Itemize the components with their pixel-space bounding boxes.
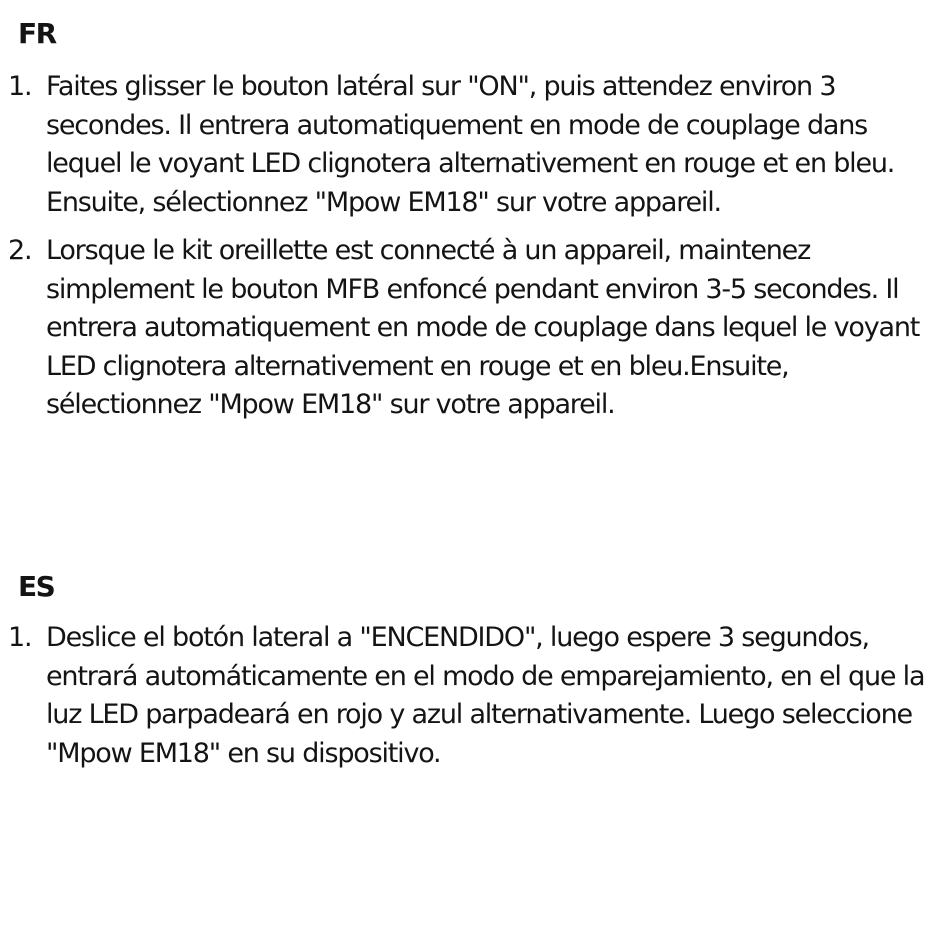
step-number: 1. <box>8 71 32 102</box>
step-text: Faites glisser le bouton latéral sur "ON", puis attendez environ 3 secondes. Il entrera automatiquement en mode de couplage dans lequel le voyant LED clignotera alternativement en rouge et en bleu. Ensuite, sélectionnez "Mpow EM18" sur votre appareil. <box>46 71 895 218</box>
step-fr-1 <box>8 68 936 222</box>
step-text: Lorsque le kit oreillette est connecté à un appareil, maintenez simplement le bouton MFB enfoncé pendant environ 3-5 secondes. Il entrera automatiquement en mode de couplage dans lequel le voyant LED clignotera alternativement en rouge et en bleu.Ensuite, sélectionnez "Mpow EM18" sur votre appareil. <box>46 235 920 420</box>
step-es-1 <box>8 619 936 773</box>
step-number: 1. <box>8 622 32 653</box>
step-number: 2. <box>8 235 32 266</box>
steps-list-es <box>8 619 936 783</box>
step-fr-2 <box>8 232 936 425</box>
section-heading-fr: FR <box>18 17 56 50</box>
steps-list-fr <box>8 68 936 435</box>
step-text: Deslice el botón lateral a "ENCENDIDO", luego espere 3 segundos, entrará automáticamente en el modo de emparejamiento, en el que la luz LED parpadeará en rojo y azul alternativamente. Luego seleccione "Mpow EM18" en su dispositivo. <box>46 622 925 769</box>
section-heading-es: ES <box>18 570 55 603</box>
